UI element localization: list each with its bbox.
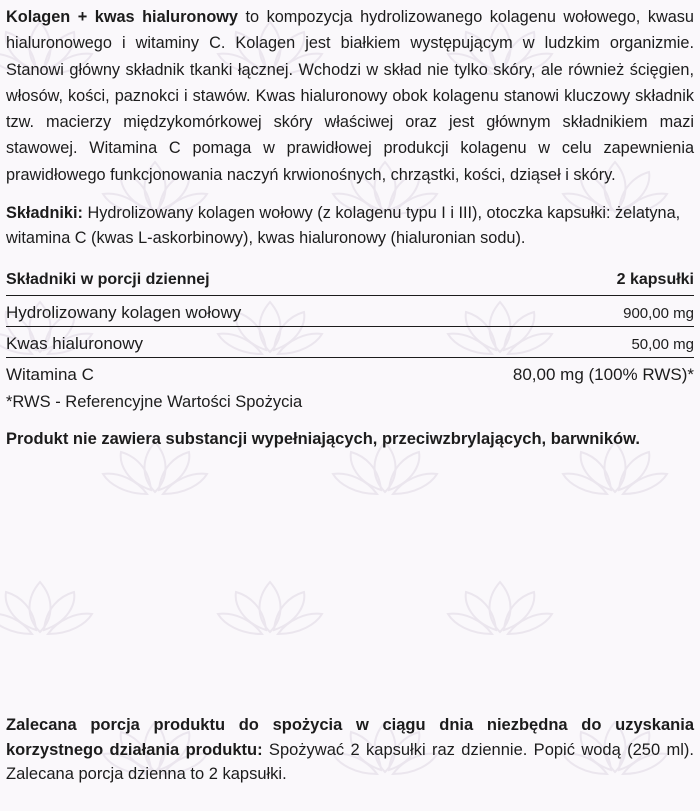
dosage-text: Spożywać 2 kapsułki raz dziennie. Popić wodą (250 ml). Zalecana porcja dzienna to 2 kapsułki. [6, 740, 694, 783]
table-row [6, 358, 694, 388]
row-value: 50,00 mg [631, 336, 694, 354]
description-text: to kompozycja hydrolizowanego kolagenu wołowego, kwasu hialuronowego i witaminy C. Kolagen jest białkiem występującym w ludzkim organizmie. Stanowi główny składnik tkanki łącznej. Wchodzi w skład nie tylko skóry, ale również ścięgien, włosów, kości, paznokci i stawów. Kwas hialuronowy obok kolagenu stanowi kluczowy składnik tzw. macierzy międzykomórkowej skóry właściwej oraz jest głównym składnikiem mazi stawowej. Witamina C pomaga w prawidłowej produkcji kolagenu w celu zapewnienia prawidłowego funkcjonowania naczyń krwionośnych, chrząstki, kości, dziąseł i skóry. [6, 8, 694, 184]
row-name: Hydrolizowany kolagen wołowy [6, 303, 242, 323]
dosage-heading: Zalecana porcja produktu do spożycia w ciągu dnia niezbędna do uzyskania korzystnego działania produktu: [6, 716, 694, 759]
nutrition-table [6, 265, 694, 388]
rws-footnote: *RWS - Referencyjne Wartości Spożycia [6, 393, 303, 412]
label-text-block [6, 4, 694, 451]
table-row [6, 296, 694, 327]
ingredients-text: Hydrolizowany kolagen wołowy (z kolagenu typu I i III), otoczka kapsułki: żelatyna, witamina C (kwas L-askorbinowy), kwas hialuronowy (hialuronian sodu). [6, 204, 681, 248]
row-value: 80,00 mg (100% RWS)* [512, 365, 694, 385]
product-description [6, 4, 694, 188]
nutrition-table-header [6, 265, 694, 296]
table-row [6, 327, 694, 358]
ingredients-label: Składniki: [6, 204, 83, 223]
ingredients-section [6, 201, 694, 251]
header-ingredient: Składniki w porcji dziennej [6, 271, 210, 289]
row-name: Witamina C [6, 365, 94, 385]
dosage-section [6, 713, 694, 787]
row-value: 900,00 mg [623, 305, 694, 323]
additives-note-text: Produkt nie zawiera substancji wypełniających, przeciwzbrylających, barwników. [6, 430, 640, 449]
header-portion: 2 kapsułki [616, 271, 694, 289]
row-name: Kwas hialuronowy [6, 334, 144, 354]
product-name: Kolagen + kwas hialuronowy [6, 8, 238, 26]
additives-note [6, 427, 694, 451]
